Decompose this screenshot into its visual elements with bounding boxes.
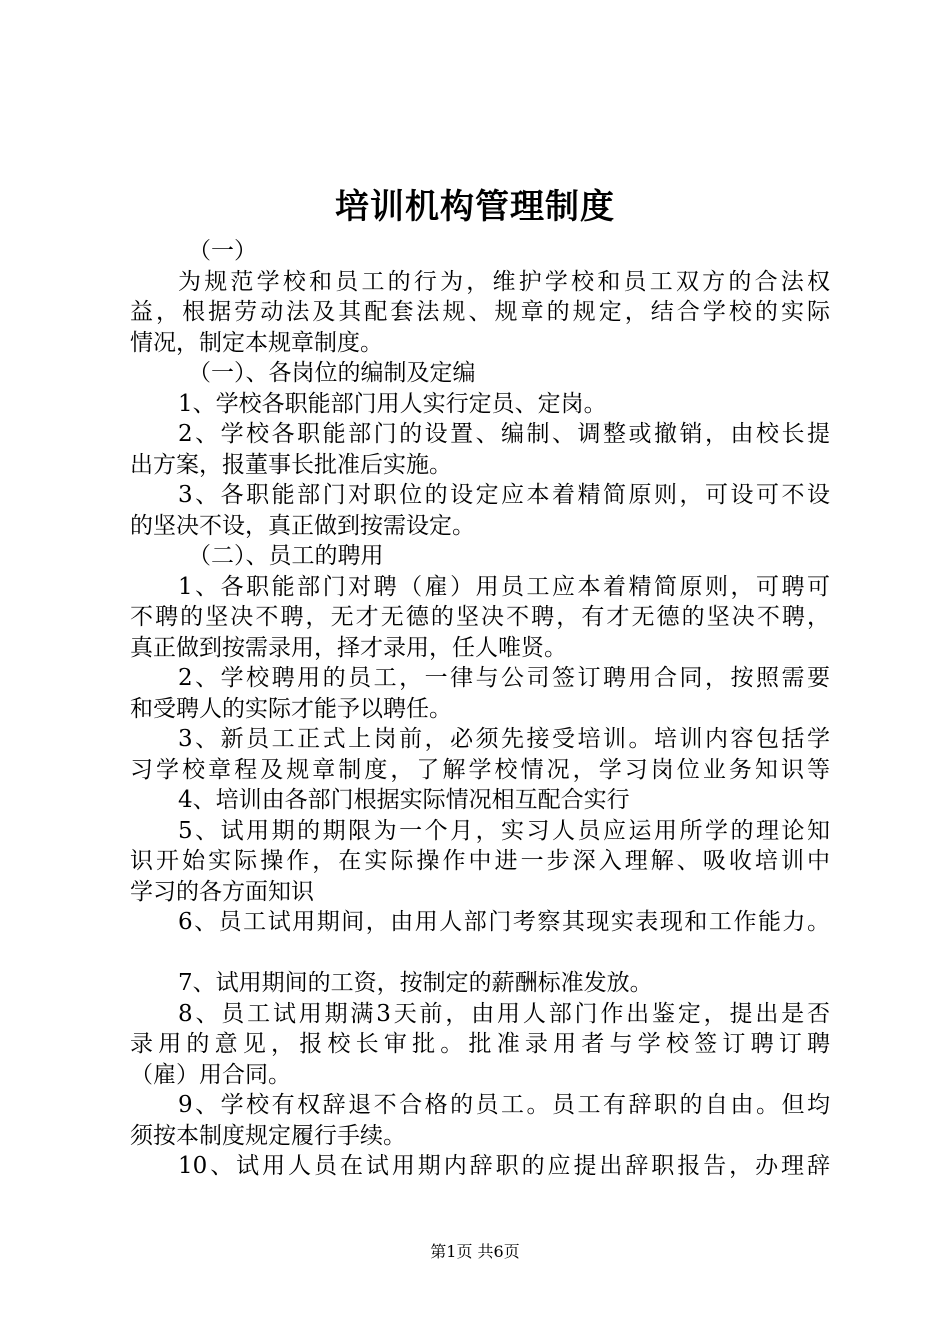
section-heading: （一）、各岗位的编制及定编 [188,360,476,386]
paragraph-line: 益，根据劳动法及其配套法规、规章的规定，结合学校的实际 [130,299,830,325]
paragraph-line: 不聘的坚决不聘，无才无德的坚决不聘，有才无德的坚决不聘， [130,604,830,630]
paragraph-line: 为规范学校和员工的行为，维护学校和员工双方的合法权 [178,268,830,295]
paragraph-line: 和受聘人的实际才能予以聘任。 [130,695,452,722]
paragraph-line: 的坚决不设，真正做到按需设定。 [130,512,475,539]
page-number: 第1页 共6页 [430,1242,520,1261]
paragraph-line: 情况，制定本规章制度。 [130,329,383,356]
paragraph-line: 5、试用期的期限为一个月，实习人员应运用所学的理论知 [178,817,830,844]
paragraph-line: 习学校章程及规章制度，了解学校情况，学习岗位业务知识等 [130,756,830,783]
paragraph-line: 须按本制度规定履行手续。 [130,1122,406,1149]
section-heading: （二）、员工的聘用 [188,543,384,569]
document-title: 培训机构管理制度 [335,187,615,227]
blank-line [130,938,830,969]
paragraph-line: 1、各职能部门对聘（雇）用员工应本着精简原则，可聘可 [178,573,830,600]
paragraph-line: 4、培训由各部门根据实际情况相互配合实行 [178,787,630,813]
paragraph-line: （雇）用合同。 [130,1061,291,1088]
paragraph-line: 2、学校各职能部门的设置、编制、调整或撤销，由校长提 [178,421,830,447]
paragraph-line: 录用的意见，报校长审批。批准录用者与学校签订聘订聘 [130,1031,830,1057]
document-body [130,236,830,1182]
paragraph-line: 6、员工试用期间，由用人部门考察其现实表现和工作能力。 [178,909,830,935]
paragraph-line: 8、员工试用期满3天前，由用人部门作出鉴定，提出是否 [178,1000,830,1027]
paragraph-line: 1、学校各职能部门用人实行定员、定岗。 [178,390,607,417]
paragraph-line: 7、试用期间的工资，按制定的薪酬标准发放。 [178,970,653,996]
paragraph-line: 识开始实际操作，在实际操作中进一步深入理解、吸收培训中 [130,848,830,874]
paragraph-line: 真正做到按需录用，择才录用，任人唯贤。 [130,634,567,661]
section-heading: （一） [188,238,257,264]
paragraph-line: 学习的各方面知识 [130,878,314,905]
paragraph-line: 3、新员工正式上岗前，必须先接受培训。培训内容包括学 [178,726,830,752]
paragraph-line: 9、学校有权辞退不合格的员工。员工有辞职的自由。但均 [178,1092,830,1118]
paragraph-line: 3、各职能部门对职位的设定应本着精简原则，可设可不设 [178,482,830,508]
paragraph-line: 10、试用人员在试用期内辞职的应提出辞职报告，办理辞 [178,1153,830,1179]
paragraph-line: 出方案，报董事长批准后实施。 [130,451,452,478]
paragraph-line: 2、学校聘用的员工，一律与公司签订聘用合同，按照需要 [178,665,830,691]
